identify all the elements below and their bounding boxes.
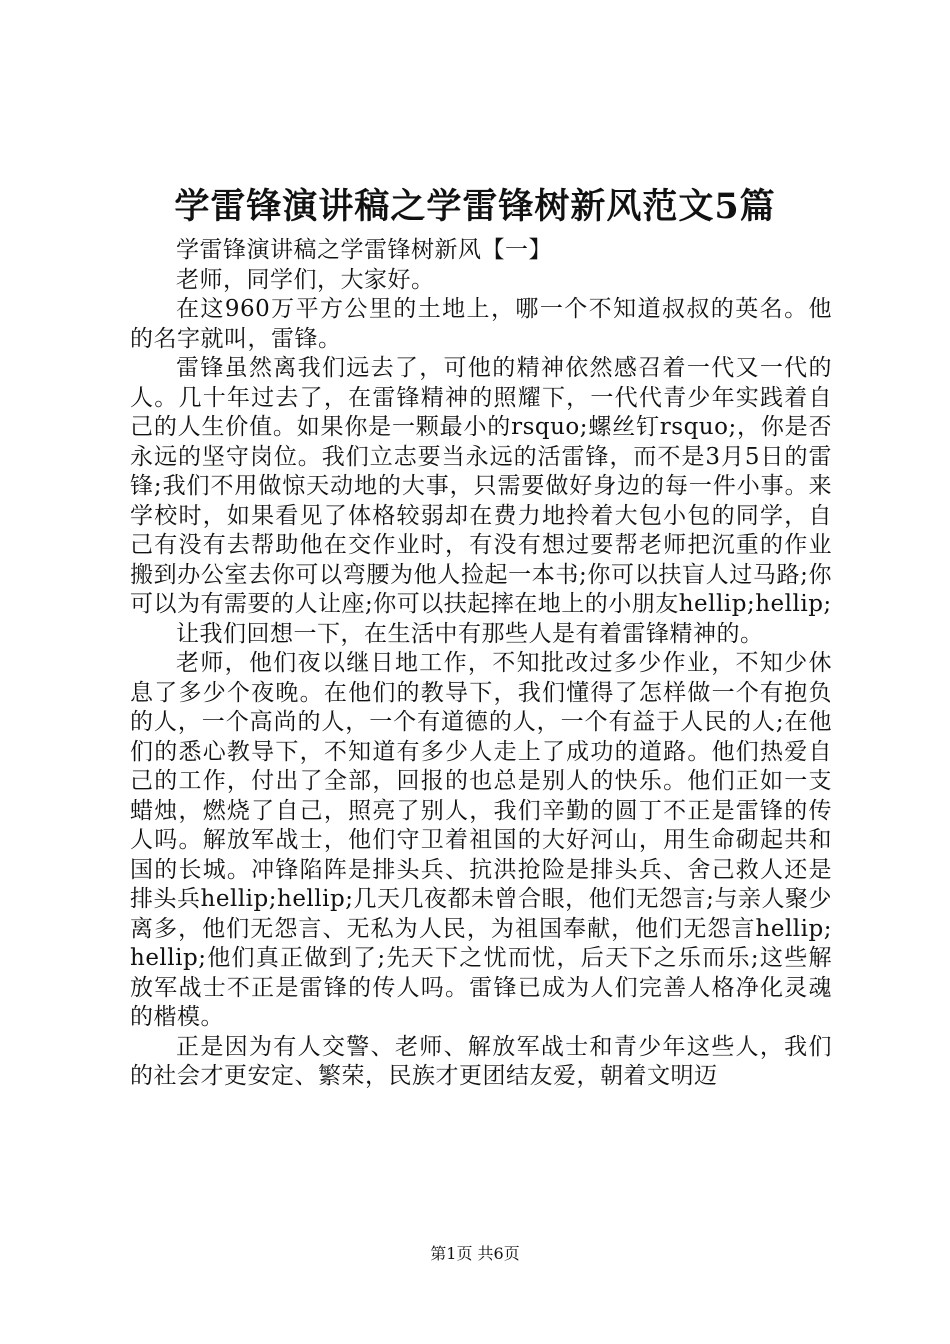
- paragraph: 老师，他们夜以继日地工作，不知批改过多少作业，不知少休息了多少个夜晚。在他们的教导下，我们懂得了怎样做一个有抱负的人，一个高尚的人，一个有道德的人，一个有益于人民的人;在他们的悉心教导下，不知道有多少人走上了成功的道路。他们热爱自己的工作，付出了全部，回报的也总是别人的快乐。他们正如一支蜡烛，燃烧了自己，照亮了别人，我们辛勤的圆丁不正是雷锋的传人吗。解放军战士，他们守卫着祖国的大好河山，用生命砌起共和国的长城。冲锋陷阵是排头兵、抗洪抢险是排头兵、舍己救人还是排头兵hellip;hellip;几天几夜都未曾合眼，他们无怨言;与亲人聚少离多，他们无怨言、无私为人民，为祖国奉献，他们无怨言hellip;hellip;他们真正做到了;先天下之忧而忧，后天下之乐而乐;这些解放军战士不正是雷锋的传人吗。雷锋已成为人们完善人格净化灵魂的楷模。: [130, 650, 832, 1030]
- paragraph: 让我们回想一下，在生活中有那些人是有着雷锋精神的。: [176, 620, 764, 647]
- paragraph: 正是因为有人交警、老师、解放军战士和青少年这些人，我们的社会才更安定、繁荣，民族才更团结友爱，朝着文明迈: [130, 1033, 832, 1089]
- paragraph-subtitle: 学雷锋演讲稿之学雷锋树新风【一】: [176, 237, 552, 263]
- paragraph: 雷锋虽然离我们远去了，可他的精神依然感召着一代又一代的人。几十年过去了，在雷锋精神的照耀下，一代代青少年实践着自己的人生价值。如果你是一颗最小的rsquo;螺丝钉rsquo;，你是否永远的坚守岗位。我们立志要当永远的活雷锋，而不是3月5日的雷锋;我们不用做惊天动地的大事，只需要做好身边的每一件小事。来学校时，如果看见了体格较弱却在费力地拎着大包小包的同学，自己有没有去帮助他在交作业时，有没有想过要帮老师把沉重的作业搬到办公室去你可以弯腰为他人捡起一本书;你可以扶盲人过马路;你可以为有需要的人让座;你可以扶起摔在地上的小朋友hellip;hellip;: [130, 355, 832, 617]
- paragraph-greeting: 老师，同学们，大家好。: [176, 266, 435, 293]
- document-body: [130, 236, 832, 1092]
- page-number-footer: 第1页 共6页: [430, 1244, 520, 1263]
- document-title: 学雷锋演讲稿之学雷锋树新风范文5篇: [174, 186, 776, 227]
- paragraph: 在这960万平方公里的土地上，哪一个不知道叔叔的英名。他的名字就叫，雷锋。: [130, 296, 832, 352]
